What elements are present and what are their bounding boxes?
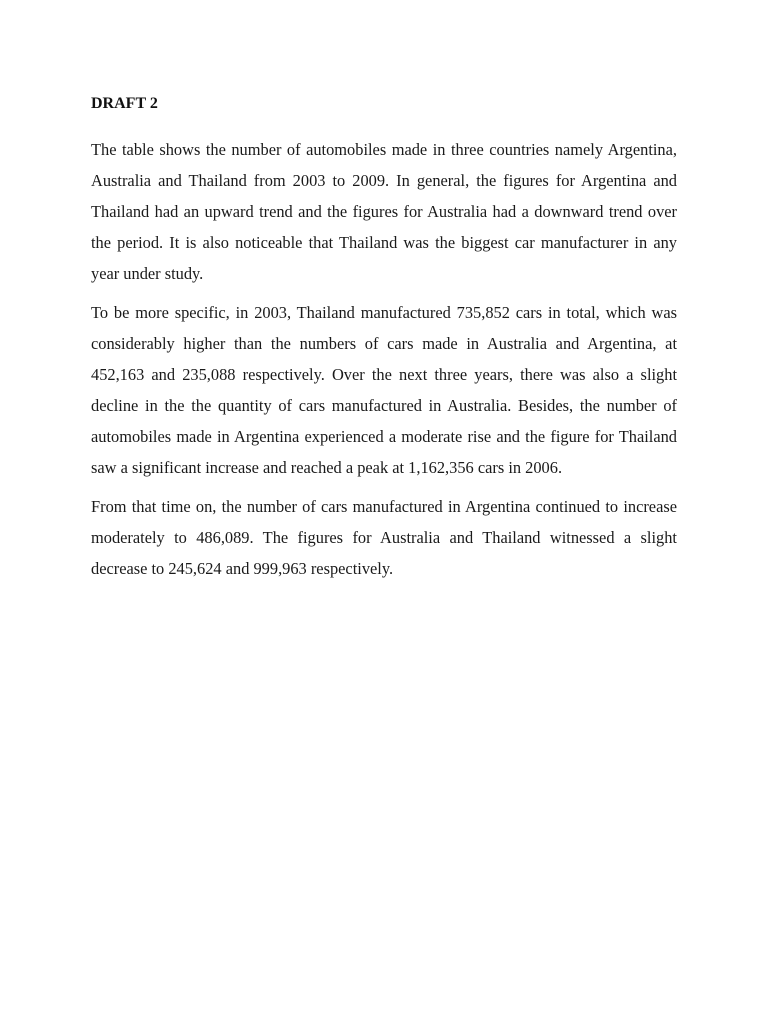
paragraph-details-2006-2009: From that time on, the number of cars manufactured in Argentina continued to increase moderately to 486,089. The figures for Australia and Thailand witnessed a slight decrease to 245,624 and 999,963 respectively. (91, 497, 677, 578)
document-title: DRAFT 2 (91, 95, 158, 112)
paragraph-overview: The table shows the number of automobiles made in three countries namely Argentina, Australia and Thailand from 2003 to 2009. In general, the figures for Argentina and Thailand had an upward trend and the figures for Australia had a downward trend over the period. It is also noticeable that Thailand was the biggest car manufacturer in any year under study. (91, 140, 677, 283)
document-page (91, 93, 677, 592)
paragraph-details-2003-2006: To be more specific, in 2003, Thailand manufactured 735,852 cars in total, which was considerably higher than the numbers of cars made in Australia and Argentina, at 452,163 and 235,088 respectively. Over the next three years, there was also a slight decline in the the quantity of cars manufactured in Australia. Besides, the number of automobiles made in Argentina experienced a moderate rise and the figure for Thailand saw a significant increase and reached a peak at 1,162,356 cars in 2006. (91, 303, 677, 477)
